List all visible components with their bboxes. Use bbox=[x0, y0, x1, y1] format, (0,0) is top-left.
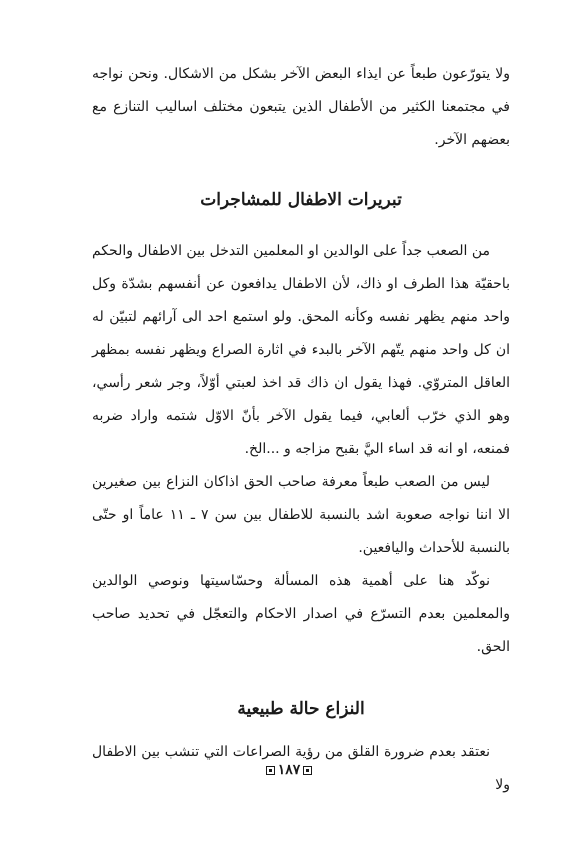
page-footer bbox=[0, 762, 578, 778]
paragraph-middle-1: من الصعب جداً على الوالدين او المعلمين التدخل بين الاطفال والحكم باحقيّة هذا الطرف او ذاك، لأن الاطفال يدافعون عن أنفسهم بشدّة وكل واحد منهم يظهر نفسه وكأنه المحق. ولو استمع احد الى آرائهم لتبيّن له ان كل واحد منهم يتّهم الآخر بالبدء في اثارة الصراع ويظهر نفسه بمظهر العاقل المتروّي. فهذا يقول ان ذاك قد اخذ لعبتي أوّلاً، وجر شعر رأسي، وهو الذي خرّب ألعابي، فيما يقول الآخر بأنّ الاوّل شتمه واراد ضربه فمنعه، او انه قد اساء اليَّ بقبح مزاجه و ...الخ. bbox=[91, 243, 510, 457]
paragraph-bottom-1: نعتقد بعدم ضرورة القلق من رؤية الصراعات التي تنشب بين الاطفال ولا bbox=[92, 744, 510, 793]
square-ornament-icon bbox=[303, 766, 312, 775]
square-ornament-icon bbox=[266, 766, 275, 775]
section-heading-justifications: تبريرات الاطفال للمشاجرات bbox=[200, 190, 402, 210]
section-heading-natural-conflict: النزاع حالة طبيعية bbox=[237, 699, 365, 719]
paragraph-middle-2: ليس من الصعب طبعاً معرفة صاحب الحق اذاكان النزاع بين صغيرين الا اننا نواجه صعوبة اشد بالنسبة للاطفال بين سن ٧ ـ ١١ عاماً او حتّى بالنسبة للأحداث واليافعين. bbox=[92, 474, 510, 556]
paragraph-top-1: ولا يتورّعون طبعاً عن ايذاء البعض الآخر بشكل من الاشكال. ونحن نواجه في مجتمعنا الكثير من الأطفال الذين يتبعون مختلف اساليب التنازع مع بعضهم الآخر. bbox=[92, 66, 510, 148]
paragraph-middle-3: نوكّد هنا على أهمية هذه المسألة وحسّاسيتها ونوصي الوالدين والمعلمين بعدم التسرّع في اصدار الاحكام والتعجّل في تحديد صاحب الحق. bbox=[92, 573, 510, 655]
page-number: ١٨٧ bbox=[277, 762, 301, 778]
page-body bbox=[92, 58, 510, 802]
